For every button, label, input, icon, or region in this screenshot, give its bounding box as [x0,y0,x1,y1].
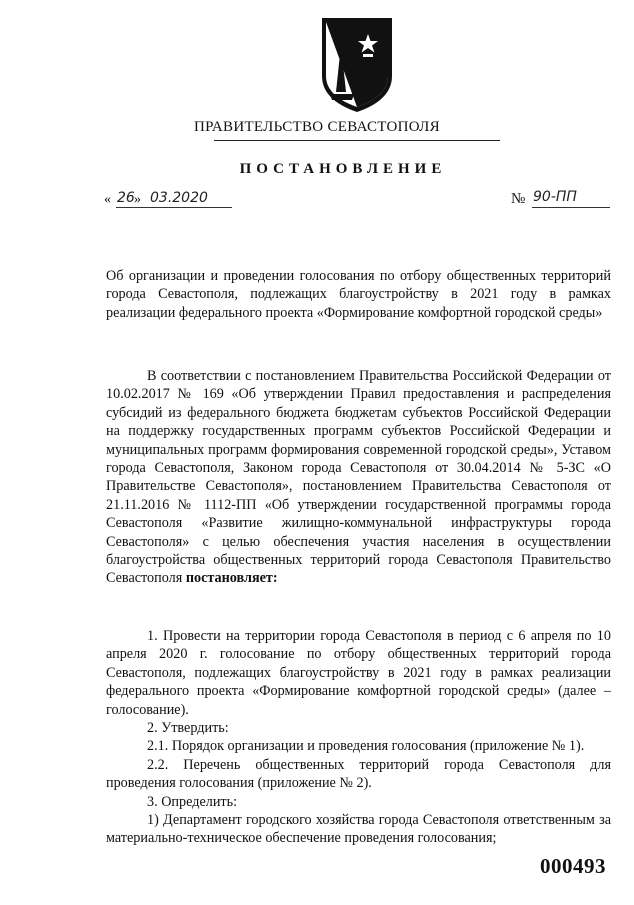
date-underline [116,207,232,208]
clause-3: 3. Определить: [147,793,238,810]
date-close-quote: » [134,192,141,207]
clause-3-1: 1) Департамент городского хозяйства города Севастополя ответственным за материально-техническое обеспечение проведения голосования; [106,812,611,847]
document-type: ПОСТАНОВЛЕНИЕ [239,161,447,177]
date-open-quote: « [104,192,111,207]
clause-2-1: 2.1. Порядок организации и проведения голосования (приложение № 1). [147,738,585,755]
number-underline [532,207,610,208]
resolution-body [106,627,611,848]
serial-number: 000493 [540,854,606,878]
number-sign: № [511,191,526,207]
sevastopol-coat-of-arms [316,14,398,114]
preamble-verb: постановляет: [185,570,278,587]
clause-2: 2. Утвердить: [147,720,229,737]
clause-2-2: 2.2. Перечень общественных территорий города Севастополя для проведения голосования (приложение № 2). [106,756,611,792]
preamble [106,367,611,588]
date-month-year: 03.2020 [150,190,208,206]
date-day: 26 [117,190,135,206]
document-number: 90-ПП [533,189,577,205]
preamble-text: В соответствии с постановлением Правительства Российской Федерации от 10.02.2017 № 169 «Об утверждении Правил предоставления и распределения субсидий из федерального бюджета бюджетам субъектов Российской Федерации на поддержку государственных программ субъектов Российской Федерации и муниципальных программ формирования современной городской среды», Уставом города Севастополя, Законом города Севастополя от 30.04.2014 № 5-ЗС «О Правительстве Севастополя», постановлением Правительства Севастополя от 21.11.2016 № 1112-ПП «Об утверждении государственной программы города Севастополя «Развитие жилищно-коммунальной инфраструктуры города Севастополя» с целью обеспечения участия населения в осуществлении благоустройства общественных территорий города Севастополя Правительство Севастополя [106,368,611,587]
document-title: Об организации и проведении голосования по отбору общественных территорий города Севастополя, подлежащих благоустройству в 2021 году в рамках реализации федерального проекта «Формирование комфортной городской среды» [106,268,611,321]
header-divider [214,140,500,141]
clause-1: 1. Провести на территории города Севастополя в период с 6 апреля по 10 апреля 2020 г. голосование по отбору общественных территорий города Севастополя, подлежащих благоустройству в 2021 году в рамках реализации федерального проекта «Формирование комфортной городской среды» (далее – голосование). [106,628,611,718]
government-name: ПРАВИТЕЛЬСТВО СЕВАСТОПОЛЯ [194,119,440,135]
